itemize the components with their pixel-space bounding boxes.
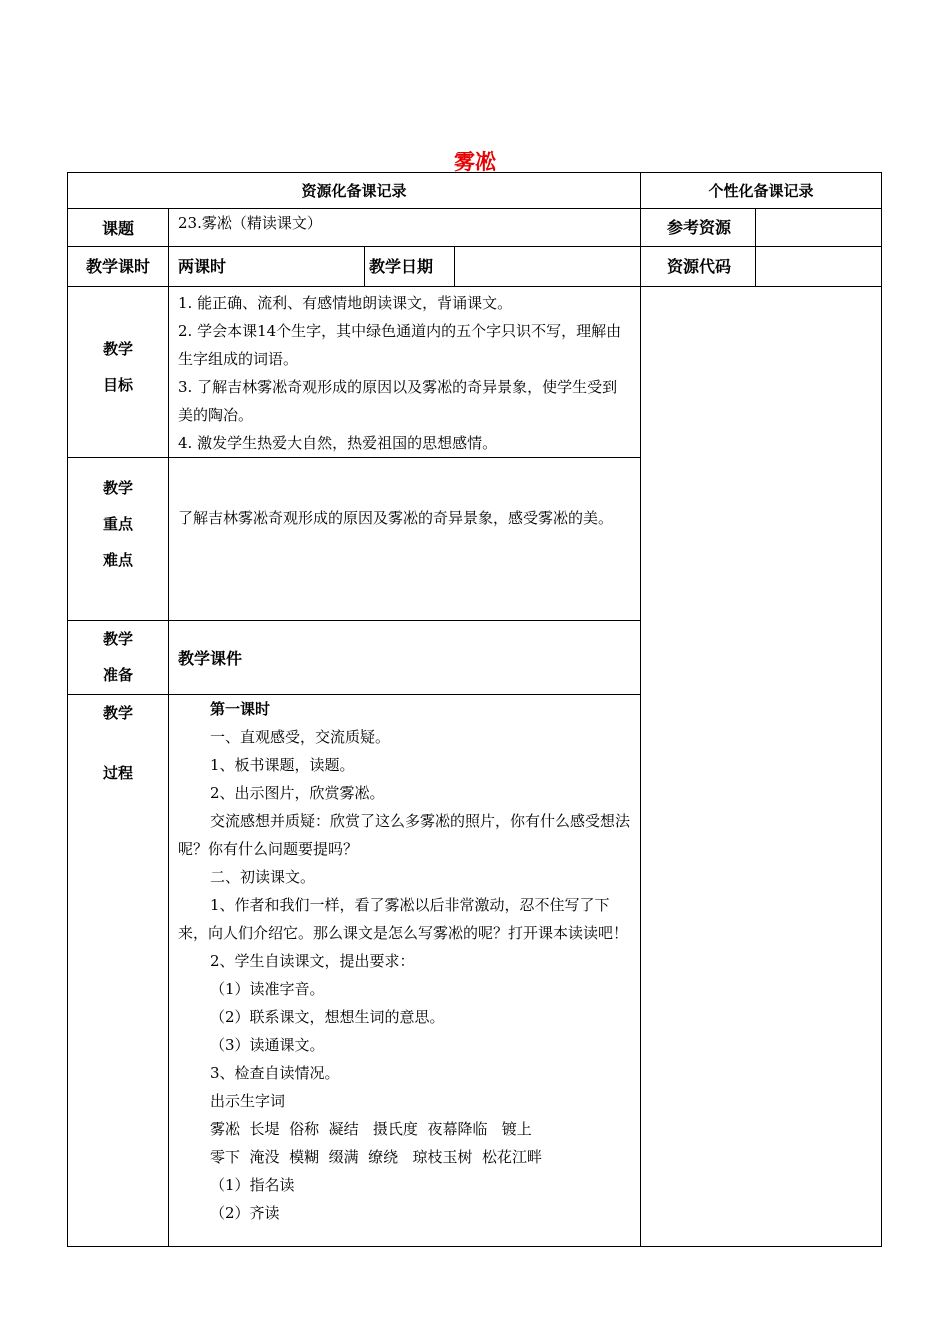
vocab-line: 雾凇 长堤 俗称 凝结 摄氏度 夜幕降临 镀上	[210, 1120, 532, 1138]
process-line: 1、板书课题，读题。	[210, 756, 355, 774]
page-title: 雾凇	[454, 150, 496, 174]
topic-value: 23.雾凇（精读课文）	[169, 209, 641, 247]
reference-resource-value[interactable]	[756, 209, 882, 247]
class-hours-label: 教学课时	[68, 247, 169, 287]
process-line: （3）读通课文。	[210, 1036, 325, 1054]
resource-code-value[interactable]	[756, 247, 882, 287]
reference-resource-label: 参考资源	[641, 209, 756, 247]
vocab-line: 零下 淹没 模糊 缀满 缭绕 琼枝玉树 松花江畔	[210, 1148, 542, 1166]
preparation-content: 教学课件	[169, 621, 641, 695]
resource-code-label: 资源代码	[641, 247, 756, 287]
goal-item: 3. 了解吉林雾凇奇观形成的原因以及雾凇的奇异景象，使学生受到美的陶冶。	[178, 378, 618, 424]
process-label-line-1: 教学	[102, 704, 133, 722]
resource-record-header: 资源化备课记录	[68, 173, 641, 209]
process-line: 一、直观感受，交流质疑。	[210, 728, 391, 746]
process-content	[169, 695, 641, 1247]
goals-label-line-1: 教学	[102, 340, 133, 358]
personal-record-header: 个性化备课记录	[641, 173, 882, 209]
goals-label	[68, 287, 169, 458]
process-line: （2）齐读	[210, 1204, 280, 1222]
process-line: 1、作者和我们一样，看了雾凇以后非常激动，忍不住写了下来，向人们介绍它。那么课文是怎么写雾凇的呢？打开课本读读吧！	[178, 896, 629, 942]
key-points-label-line-3: 难点	[102, 551, 133, 569]
personal-notes-area[interactable]	[641, 287, 882, 1247]
process-label	[68, 695, 169, 1247]
process-line: 2、出示图片，欣赏雾凇。	[210, 784, 385, 802]
process-line: 出示生字词	[210, 1092, 286, 1110]
key-points-text: 了解吉林雾凇奇观形成的原因及雾凇的奇异景象，感受雾凇的美。	[178, 509, 614, 527]
class-hours-value: 两课时	[169, 247, 365, 287]
process-line: 2、学生自读课文，提出要求：	[210, 952, 415, 970]
goal-item: 4. 激发学生热爱大自然，热爱祖国的思想感情。	[178, 434, 498, 452]
process-line: （1）读准字音。	[210, 980, 325, 998]
process-label-line-2: 过程	[102, 764, 133, 782]
process-line: 3、检查自读情况。	[210, 1064, 340, 1082]
lesson-title: 第一课时	[210, 700, 271, 718]
lesson-plan-table	[67, 172, 882, 1247]
process-line: （1）指名读	[210, 1176, 295, 1194]
goal-item: 1. 能正确、流利、有感情地朗读课文，背诵课文。	[178, 294, 513, 312]
key-points-label	[68, 458, 169, 621]
key-points-label-line-1: 教学	[102, 479, 133, 497]
process-line: 二、初读课文。	[210, 868, 316, 886]
preparation-label-line-1: 教学	[102, 630, 133, 648]
key-points-label-line-2: 重点	[102, 515, 133, 533]
process-line: （2）联系课文，想想生词的意思。	[210, 1008, 445, 1026]
goals-content	[169, 287, 641, 458]
teaching-date-value[interactable]	[455, 247, 641, 287]
goals-label-line-2: 目标	[102, 376, 133, 394]
preparation-label-line-2: 准备	[102, 666, 133, 684]
process-line: 交流感想并质疑：欣赏了这么多雾凇的照片，你有什么感受想法呢？你有什么问题要提吗？	[178, 812, 631, 858]
key-points-content	[169, 458, 641, 621]
preparation-label	[68, 621, 169, 695]
goal-item: 2. 学会本课14个生字，其中绿色通道内的五个字只识不写，理解由生字组成的词语。	[178, 322, 622, 368]
topic-label: 课题	[68, 209, 169, 247]
teaching-date-label: 教学日期	[365, 247, 455, 287]
